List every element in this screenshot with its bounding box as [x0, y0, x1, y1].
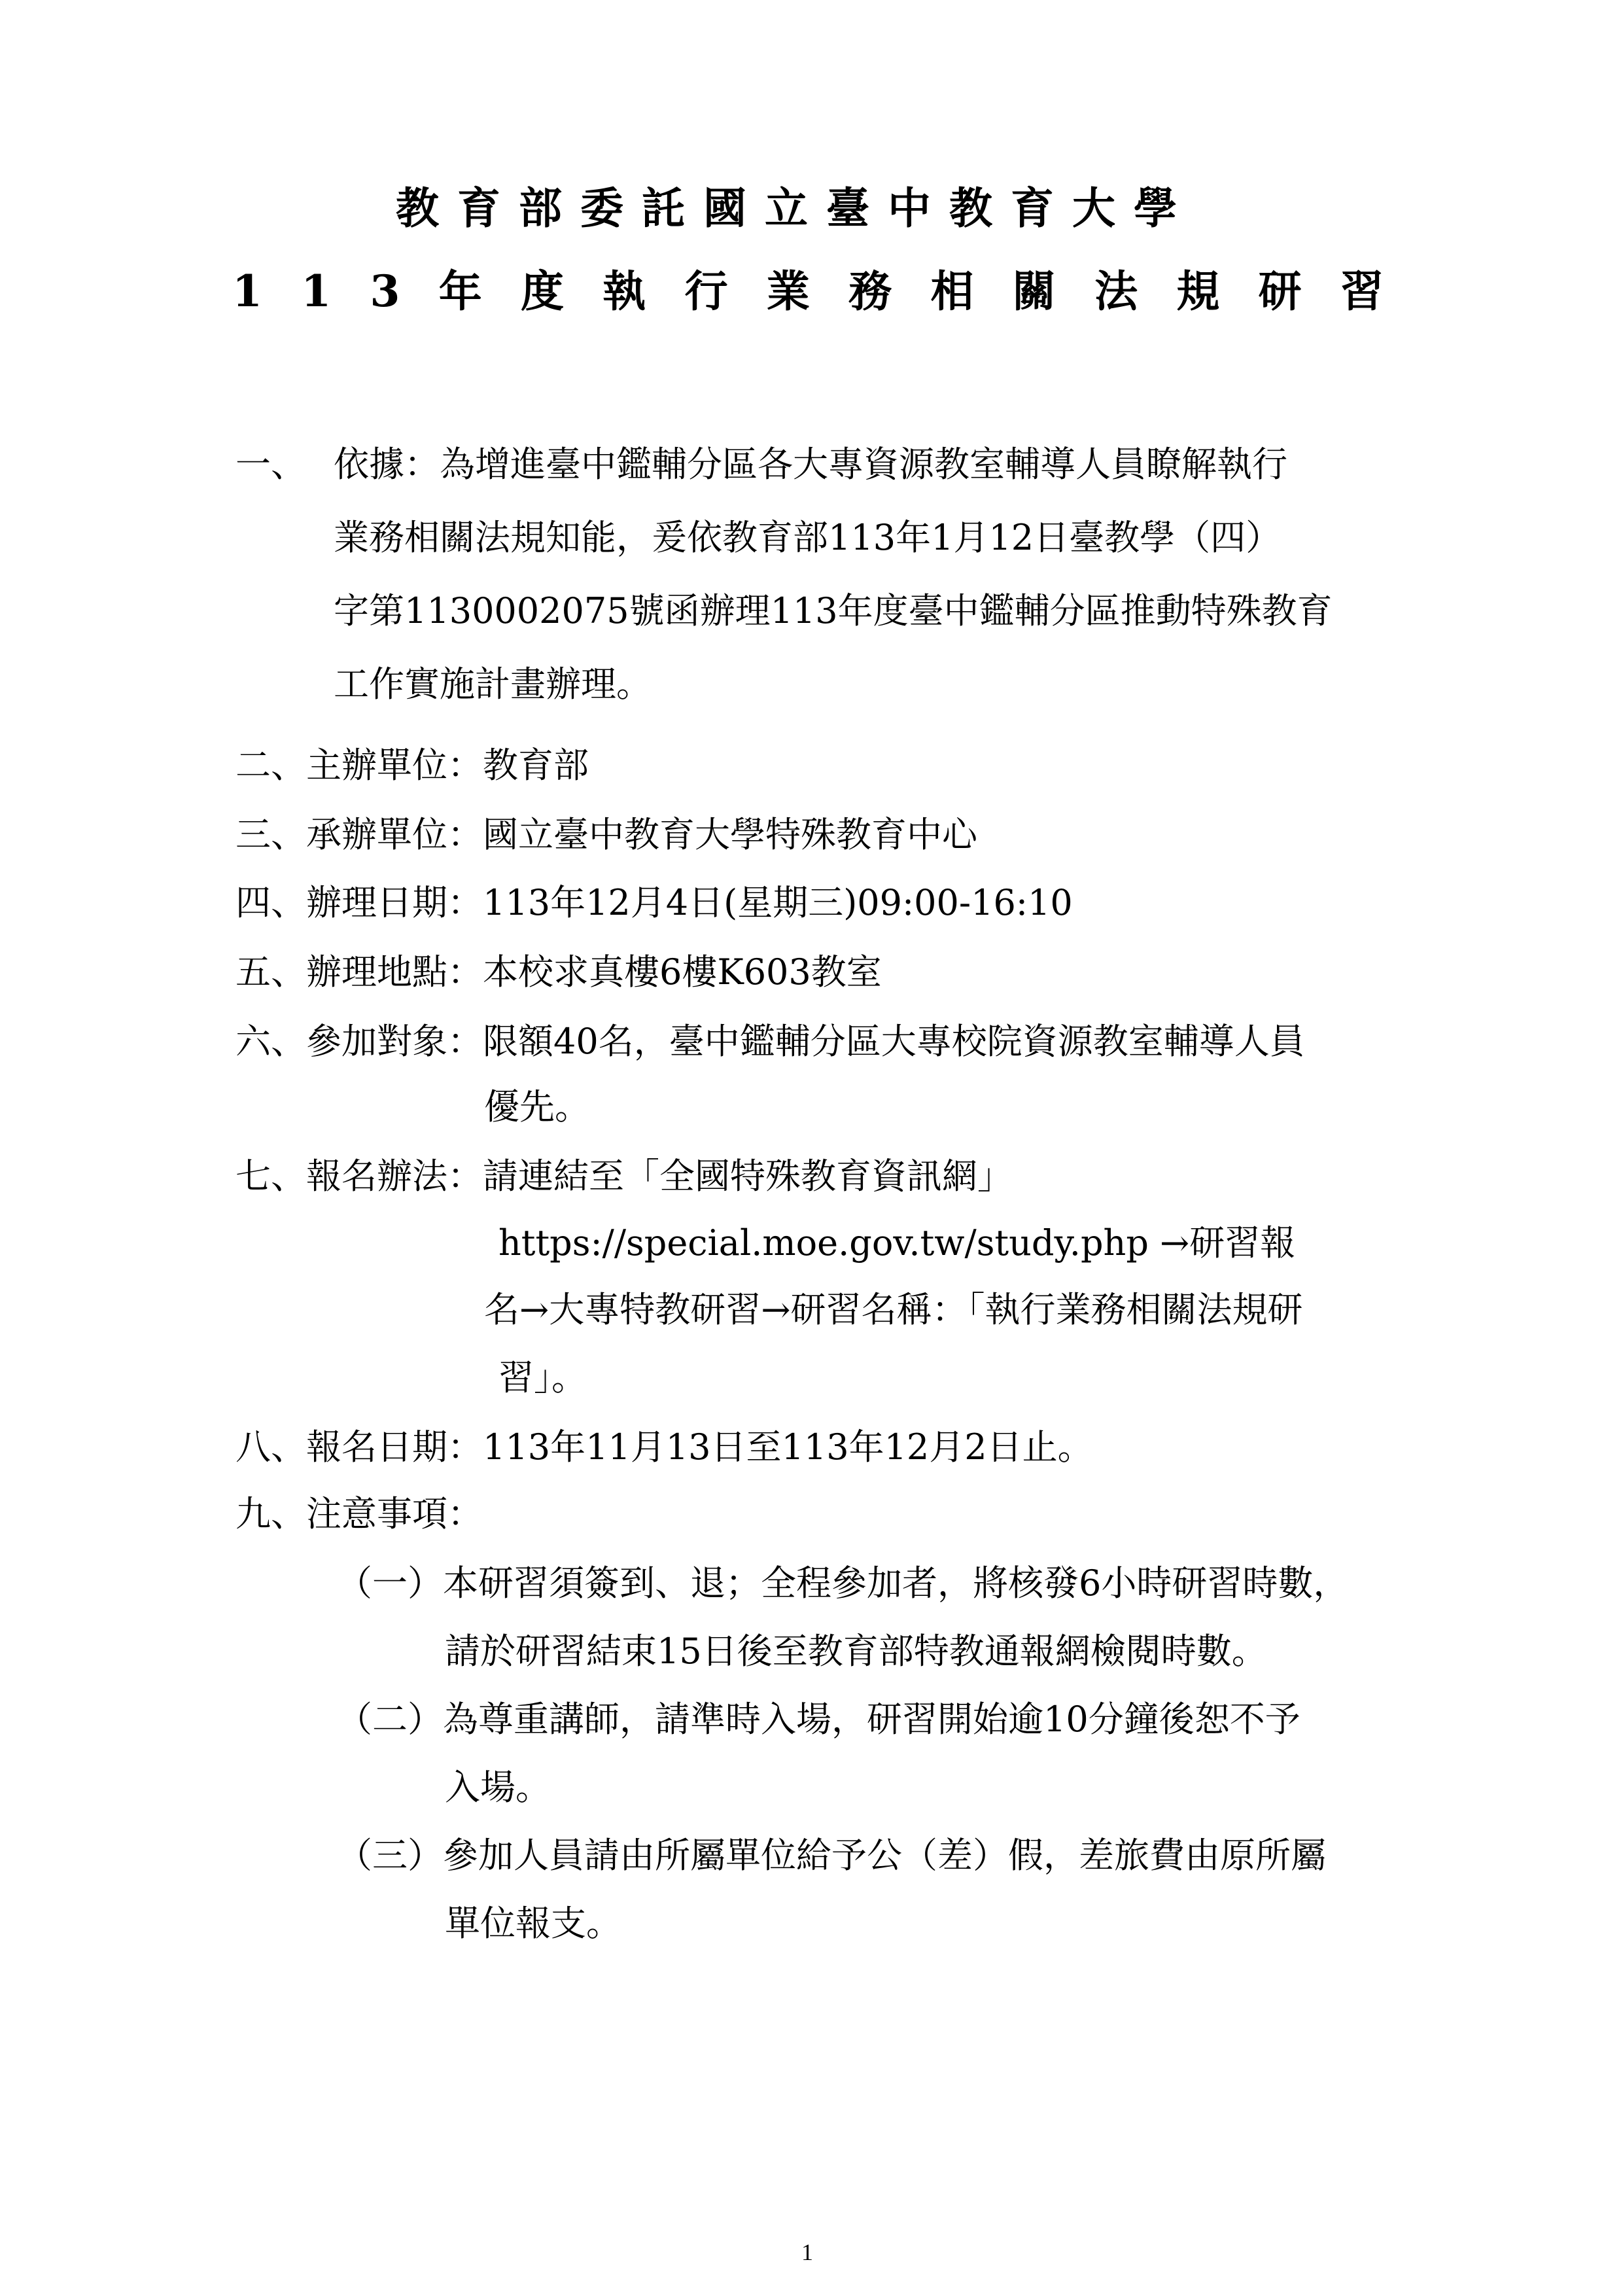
subtitle-char: 法	[1094, 266, 1138, 317]
section-4-date: 四、辦理日期：113年12月4日(星期三)09:00-16:10	[236, 882, 1073, 923]
subtitle-char: 規	[1176, 266, 1220, 317]
section-5-venue: 五、辦理地點：本校求真樓6樓K603教室	[236, 951, 882, 993]
section-7-registration: 七、報名辦法：請連結至「全國特殊教育資訊網」	[236, 1156, 1013, 1197]
subtitle-char: 業	[766, 266, 810, 317]
subtitle-char: 關	[1012, 266, 1056, 317]
subtitle-char: 務	[848, 266, 892, 317]
section-1-number: 一、	[236, 444, 306, 485]
subtitle-char: 3	[370, 266, 400, 317]
section-2-organizer: 二、主辦單位：教育部	[236, 745, 589, 786]
subtitle-char: 度	[521, 266, 564, 317]
subtitle-char: 相	[930, 266, 974, 317]
section-6-participants-cont: 優先。	[484, 1086, 590, 1127]
registration-url[interactable]: https://special.moe.gov.tw/study.php →研習報	[498, 1222, 1296, 1263]
section-7-registration-cont: 習」。	[498, 1357, 587, 1398]
subtitle-char: 1	[301, 266, 332, 317]
notice-item-3: （三）參加人員請由所屬單位給予公（差）假，差旅費由原所屬	[337, 1835, 1326, 1876]
subtitle-char: 行	[684, 266, 728, 317]
section-8-registration-date: 八、報名日期：113年11月13日至113年12月2日止。	[236, 1426, 1093, 1468]
subtitle-char: 執	[602, 266, 646, 317]
document-title: 教育部委託國立臺中教育大學	[396, 183, 1195, 234]
subtitle-char: 年	[438, 266, 482, 317]
section-3-host: 三、承辦單位：國立臺中教育大學特殊教育中心	[236, 814, 977, 855]
section-1-line: 工作實施計畫辦理。	[334, 663, 652, 705]
section-1-line: 字第1130002075號函辦理113年度臺中鑑輔分區推動特殊教育	[334, 590, 1333, 631]
notice-item-3-cont: 單位報支。	[445, 1903, 621, 1944]
section-6-participants: 六、參加對象：限額40名，臺中鑑輔分區大專校院資源教室輔導人員	[236, 1021, 1305, 1062]
section-9-heading: 九、注意事項：	[236, 1493, 483, 1534]
notice-item-2-cont: 入場。	[445, 1767, 551, 1808]
section-1-line: 依據：為增進臺中鑑輔分區各大專資源教室輔導人員瞭解執行	[334, 444, 1287, 485]
section-7-registration-cont: 名→大專特教研習→研習名稱：「執行業務相關法規研	[484, 1289, 1303, 1330]
page-number: 1	[801, 2239, 813, 2265]
subtitle-char: 1	[232, 266, 262, 317]
subtitle-char: 研	[1258, 266, 1302, 317]
document-subtitle	[232, 265, 1384, 317]
notice-item-1: （一）本研習須簽到、退；全程參加者，將核發6小時研習時數，	[337, 1563, 1349, 1604]
section-1-line: 業務相關法規知能，爰依教育部113年1月12日臺教學（四）	[334, 517, 1282, 558]
notice-item-2: （二）為尊重講師，請準時入場，研習開始逾10分鐘後恕不予	[337, 1699, 1300, 1740]
notice-item-1-cont: 請於研習結束15日後至教育部特教通報網檢閱時數。	[445, 1631, 1267, 1672]
subtitle-char: 習	[1340, 266, 1384, 317]
